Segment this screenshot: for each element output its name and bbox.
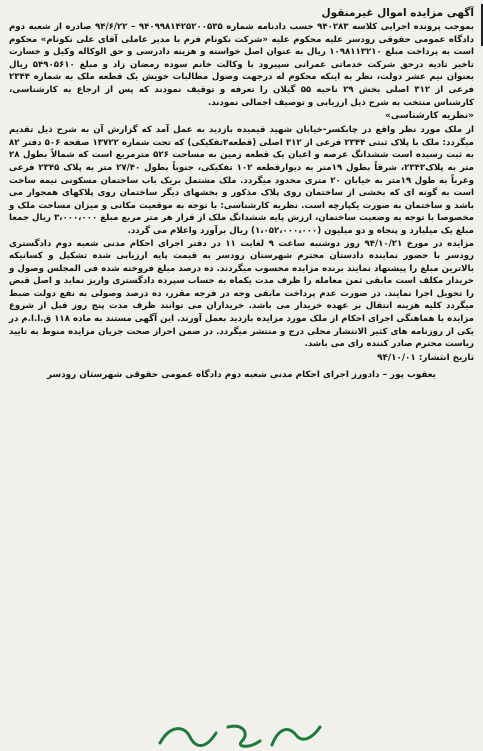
publish-date: تاریخ انتشار: ۹۴/۱۰/۰۱	[377, 352, 474, 363]
expert-opinion-paragraph: از ملک مورد نظر واقع در چابکسر-خیابان شهید قیمیده بازدید به عمل آمد که گزارش آن به شرح ذیل تقدیم میگردد: ملک با پلاک ثبتی ۲۳۴۴ فرعی از ۳۱۲ اصلی (قطعه۳تفکیکی) که تحت شماره ۱۳۷۲۲ صفحه ۵۰۶ دفتر ۸۲ به ثبت رسیده است ششدانگ عرصه و اعیان یک قطعه زمین به مساحت ۵۲۶ مترمربع است که شمالاً بطول ۲۸ متر به پلاک۲۳۴۳، شرقاً بطول ۱۹متر به دیوارقطعه ۱۰۲ تفکیکی، جنوباً بطول ۲۷/۴۰ متر به پلاک ۲۳۴۵ فرعی وغرباً به طول ۱۹متر به خیابان ۲۰ متری محدود میگردد. ملک مشتمل بریک باب ساختمان مسکونی نیمه ساخت است به گونه ای که بخشی از ساختمان روی پلاک مذکور و بخشهای دیگر ساختمان روی پلاکهای همجوار می باشد و ساختمان به صورت یکپارچه است. نظریه کارشناسی: با توجه به موقعیت مکانی و میزان مساحت ملک و مخصوصا با توجه به وضعیت ساختمان، ارزش پایه ششدانگ ملک از قرار هر متر مربع مبلغ ۳،۰۰۰،۰۰۰ ریال جمعا مبلغ یک میلیارد و پنجاه و دو میلیون (۱،۰۵۲،۰۰۰،۰۰۰) ریال برآورد واعلام می گردد.	[9, 125, 475, 236]
auction-terms-paragraph: مزایده در مورخ ۹۴/۱۰/۲۱ روز دوشنبه ساعت ۹ لغایت ۱۱ در دفتر اجرای احکام مدنی شعبه دوم دادگستری رودسر با حضور نماینده دادستان محترم شهرستان رودسر به قیمت پایه ارزیابی شده تشکیل و کسانیکه بالاترین مبلغ را پیشنهاد نمایند برنده مزایده محسوب میگردند. ده درصد مبلغ فروخته شده فی المجلس وصول و خریدار مکلف است مابقی ثمن معامله را ظرف مدت یکماه به حساب سپرده دادگستری واریز نماید و اصل قبض را تحویل اجرا نمایند. در صورت عدم پرداخت مابقی وجه در فرجه مقرر، ده درصد وصولی به نفع دولت ضبط میگردد کلیه هزینه انتقال بر عهده خریدار می باشد. خریداران می توانند ظرف مدت پنج روز قبل از شروع مزایده با هماهنگی اجرای احکام از ملک مورد مزایده بازدید بعمل آورند. این آگهی مستند به ماده ۱۱۸ ق.ا.ا.م در یکی از روزنامه های کثیر الانتشار محلی درج و منتشر میگردد. در ضمن احراز صحت جریان مزایده منوط به تایید ریاست محترم صادر کننده رای می باشد.	[9, 238, 475, 350]
expert-opinion-heading: «نظریه کارشناسی»	[385, 111, 474, 122]
signature-line: یعقوب پور – دادورز اجرای احکام مدنی شعبه دوم دادگاه عمومی حقوقی شهرستان رودسر	[47, 369, 436, 380]
notice-title: آگهی مزایده اموال غیرمنقول	[321, 7, 474, 19]
handwritten-mark-icon	[150, 719, 330, 751]
intro-paragraph: بموجب پرونده اجرایی کلاسه ۹۴۰۲۸۳ حسب دادنامه شماره ۹۴۰۹۹۸۱۴۲۵۲۰۰۵۳۵ – ۹۴/۶/۲۲ صادره از شعبه دوم دادگاه عمومی حقوقی رودسر علیه محکوم علیه «شرکت نکونام فرم با مدیر عاملی آقای علی نکونام» محکوم است به پرداخت مبلغ ۱۰۹۸۱۱۳۲۱۰ ریال به عنوان اصل خواسته و هزینه دادرسی و حق الوکاله وکیل و خسارت تاخیر تادیه درحق شرکت خدماتی عمرانی سپیرود با وکالت خانم سوده رمضان زاد و مبلغ ۵۴۹۰۵۶۱۰ ریال بعنوان نیم عشر دولت، نظر به اینکه محکوم له درجهت وصول مطالبات خویش یک قطعه ملک به شماره ۲۳۴۴ فرعی از ۳۱۲ اصلی بخش ۲۹ ناحیه ۵۵ گیلان را تعرفه و توقیف نمودند که پس از ارجاع به کارشناسی، کارشناس منتخب به شرح ذیل ارزیابی و توصیف اجمالی نمودند.	[9, 22, 475, 108]
